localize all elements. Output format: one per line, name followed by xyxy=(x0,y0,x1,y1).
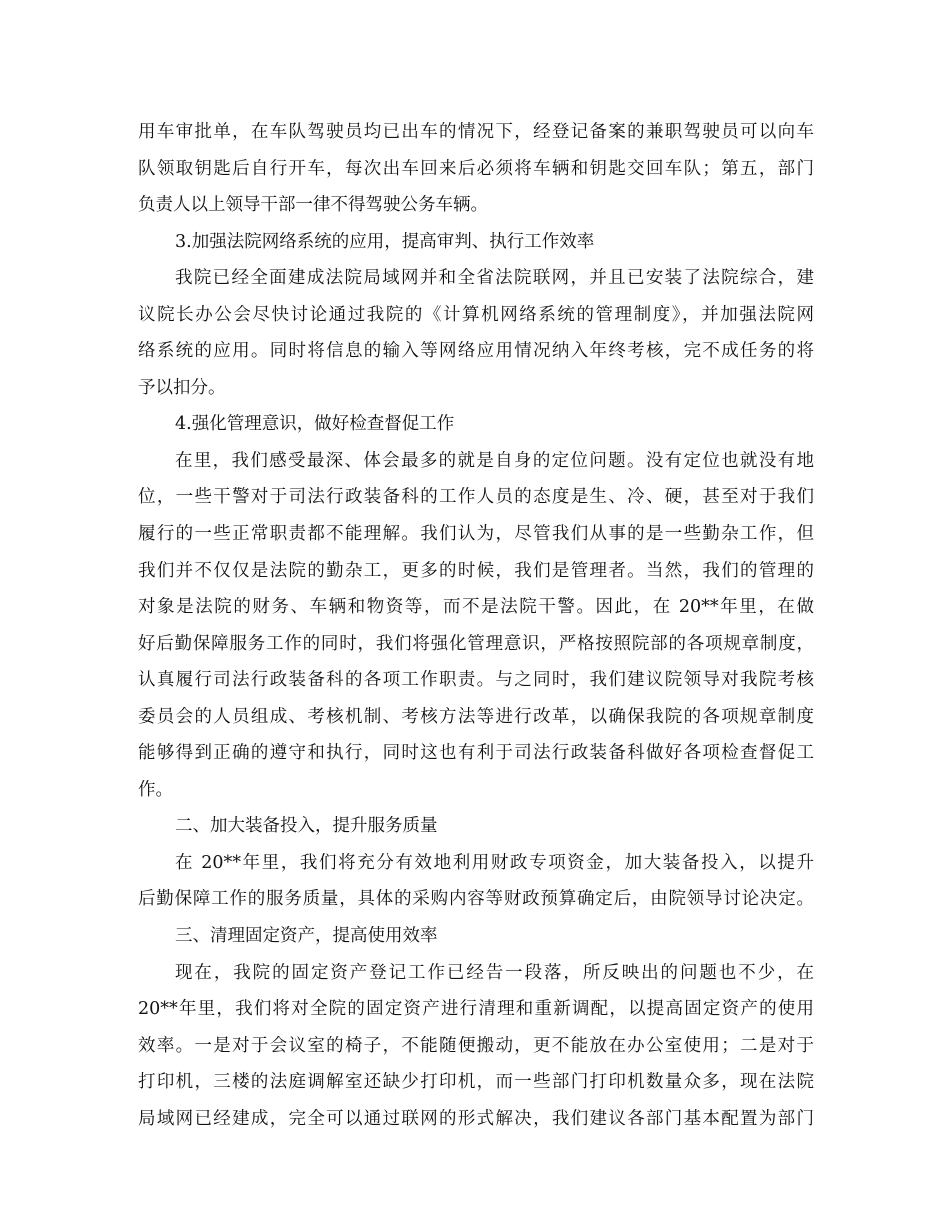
text-line: 在里，我们感受最深、体会最多的就是自身的定位问题。没有定位也就没有地 xyxy=(175,450,814,471)
text-line: 予以扣分。 xyxy=(138,377,226,398)
text-line: 20**年里，我们将对全院的固定资产进行清理和重新调配，以提高固定资产的使用 xyxy=(138,999,814,1020)
document-body xyxy=(138,114,814,1137)
text-line: 能够得到正确的遵守和执行，同时这也有利于司法行政装备科做好各项检查督促工 xyxy=(138,743,814,764)
text-line: 负责人以上领导干部一律不得驾驶公务车辆。 xyxy=(138,195,488,216)
text-line: 议院长办公会尽快讨论通过我院的《计算机网络系统的管理制度》，并加强法院网 xyxy=(138,304,814,325)
text-line: 4.强化管理意识，做好检查督促工作 xyxy=(175,414,455,435)
text-line: 局域网已经建成，完全可以通过联网的形式解决，我们建议各部门基本配置为部门 xyxy=(138,1108,814,1129)
text-line: 二、加大装备投入，提升服务质量 xyxy=(175,816,438,837)
text-line: 络系统的应用。同时将信息的输入等网络应用情况纳入年终考核，完不成任务的将 xyxy=(138,341,814,362)
text-line: 好后勤保障服务工作的同时，我们将强化管理意识，严格按照院部的各项规章制度， xyxy=(138,633,814,654)
text-line: 对象是法院的财务、车辆和物资等，而不是法院干警。因此，在 20**年里，在做 xyxy=(138,597,814,618)
text-line: 履行的一些正常职责都不能理解。我们认为，尽管我们从事的是一些勤杂工作，但 xyxy=(138,524,814,545)
text-line: 认真履行司法行政装备科的各项工作职责。与之同时，我们建议院领导对我院考核 xyxy=(138,670,814,691)
text-line: 打印机，三楼的法庭调解室还缺少打印机，而一些部门打印机数量众多，现在法院 xyxy=(138,1072,814,1093)
text-line: 3.加强法院网络系统的应用，提高审判、执行工作效率 xyxy=(175,231,595,252)
text-line: 位，一些干警对于司法行政装备科的工作人员的态度是生、冷、硬，甚至对于我们 xyxy=(138,487,814,508)
text-line: 我院已经全面建成法院局域网并和全省法院联网，并且已安装了法院综合，建 xyxy=(175,268,814,289)
text-line: 作。 xyxy=(138,779,173,800)
text-line: 现在，我院的固定资产登记工作已经告一段落，所反映出的问题也不少，在 xyxy=(175,962,814,983)
text-line: 我们并不仅仅是法院的勤杂工，更多的时候，我们是管理者。当然，我们的管理的 xyxy=(138,560,814,581)
text-line: 三、清理固定资产，提高使用效率 xyxy=(175,926,438,947)
text-line: 在 20**年里，我们将充分有效地利用财政专项资金，加大装备投入，以提升 xyxy=(175,852,814,873)
text-line: 用车审批单，在车队驾驶员均已出车的情况下，经登记备案的兼职驾驶员可以向车 xyxy=(138,122,814,142)
text-line: 后勤保障工作的服务质量，具体的采购内容等财政预算确定后，由院领导讨论决定。 xyxy=(138,889,814,910)
text-line: 委员会的人员组成、考核机制、考核方法等进行改革，以确保我院的各项规章制度 xyxy=(138,706,814,727)
text-line: 队领取钥匙后自行开车，每次出车回来后必须将车辆和钥匙交回车队；第五，部门 xyxy=(138,158,814,179)
text-line: 效率。一是对于会议室的椅子，不能随便搬动，更不能放在办公室使用；二是对于 xyxy=(138,1035,814,1056)
